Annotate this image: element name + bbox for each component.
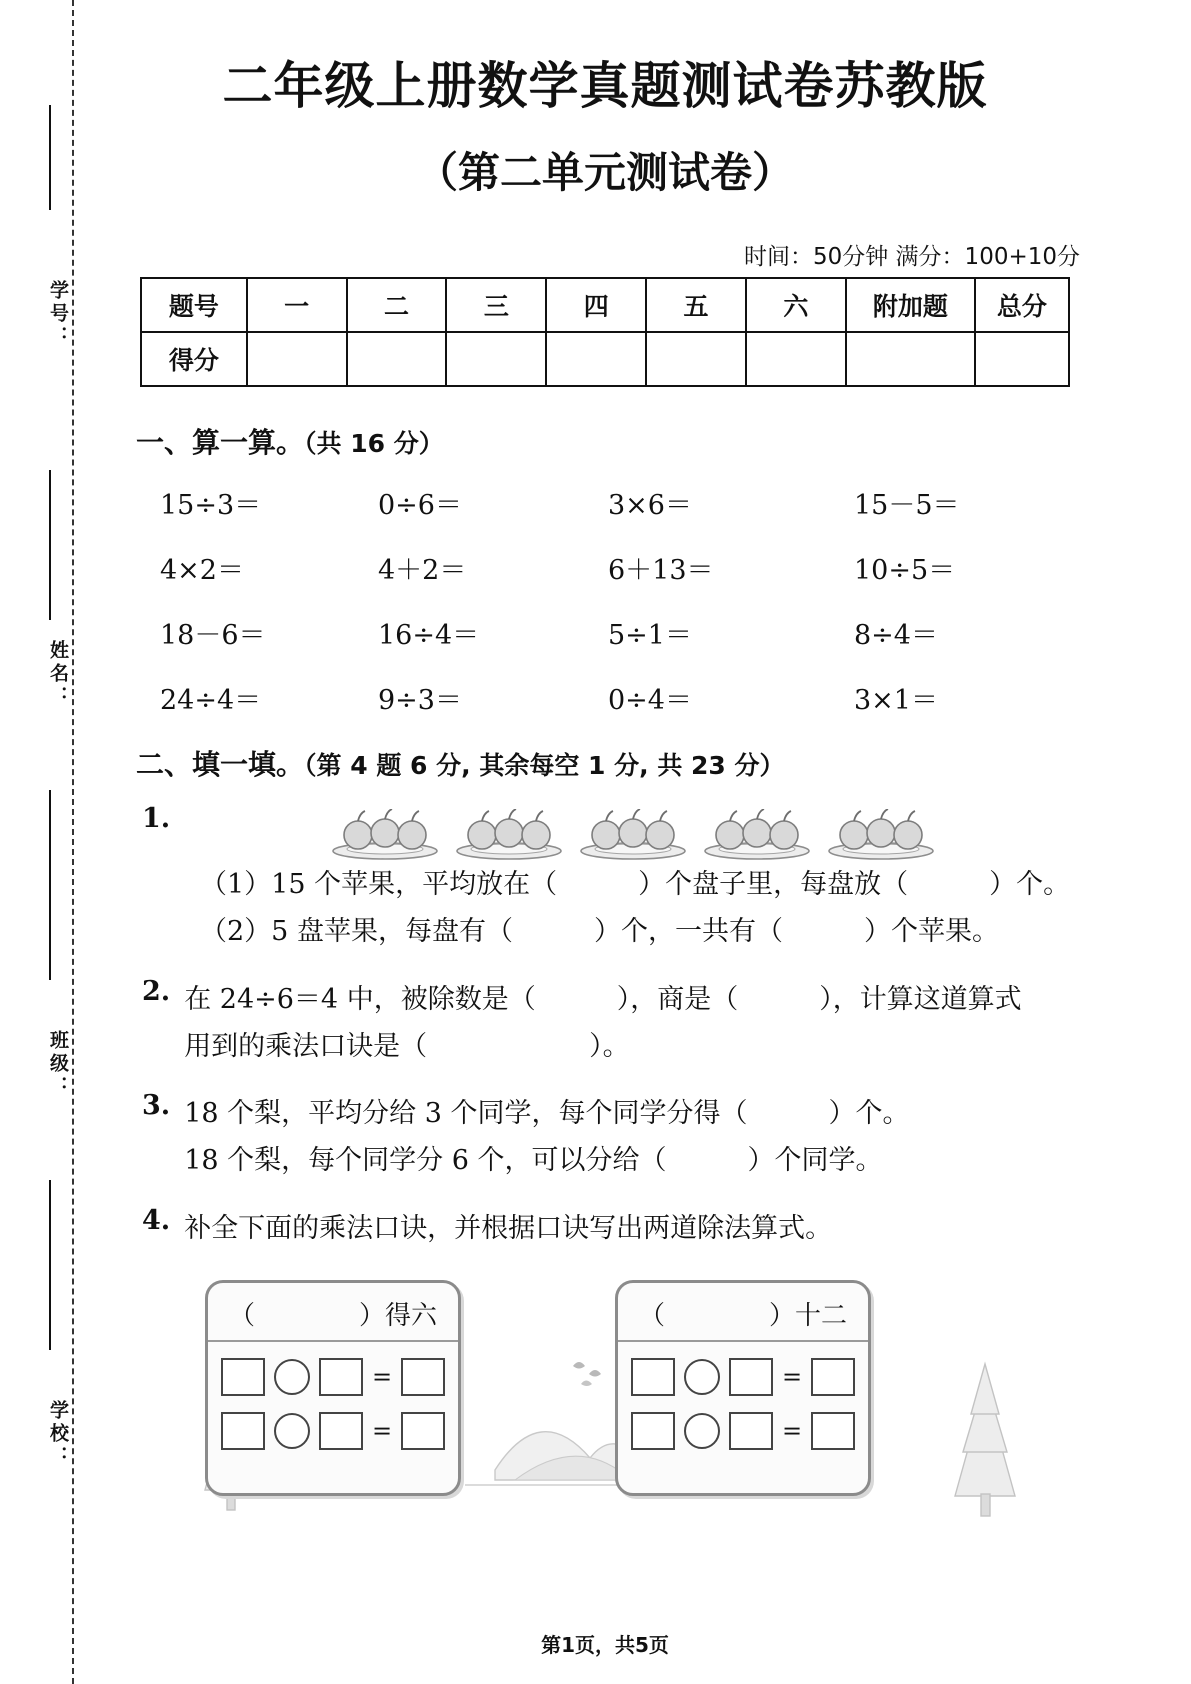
score-cell[interactable] [546, 332, 646, 386]
plate-with-apples-icon [702, 809, 812, 861]
section-1-heading [136, 421, 1110, 461]
answer-box[interactable] [631, 1412, 675, 1450]
section-2-title: 二、填一填。 [136, 748, 305, 781]
operator-circle[interactable] [684, 1359, 720, 1395]
question-4-body [170, 1205, 832, 1252]
question-number: 1. [142, 803, 171, 834]
question-3-line-2[interactable]: 18 个梨，每个同学分 6 个，可以分给（ ）个同学。 [184, 1145, 883, 1177]
calc-item[interactable]: 6＋13＝ [608, 555, 714, 586]
question-2-body [170, 976, 1022, 1071]
plate-with-apples-icon [578, 809, 688, 861]
table-row [160, 678, 1060, 717]
side-label-school: 学校： [47, 1400, 69, 1469]
exam-meta: 时间：50分钟 满分：100+10分 [743, 244, 1080, 270]
answer-box[interactable] [631, 1358, 675, 1396]
score-table-header-bonus: 附加题 [846, 278, 975, 332]
formula-card-left-title: （ ）得六 [208, 1283, 458, 1342]
calc-item[interactable]: 5÷1＝ [608, 620, 692, 651]
answer-box[interactable] [221, 1412, 265, 1450]
section-1-title: 一、算一算。 [136, 426, 305, 459]
equation-row [208, 1358, 458, 1396]
calc-item[interactable]: 3×1＝ [854, 685, 938, 716]
plate-with-apples-icon [330, 809, 440, 861]
table-row [141, 332, 1069, 386]
question-4 [142, 1205, 1110, 1252]
equation-row [208, 1412, 458, 1450]
score-table-header-2: 二 [347, 278, 447, 332]
equals-sign: = [781, 1362, 803, 1391]
answer-box[interactable] [319, 1412, 363, 1450]
question-number: 4. [142, 1204, 171, 1236]
table-row [160, 613, 1060, 652]
score-table-header-6: 六 [746, 278, 846, 332]
side-label-class: 班级： [47, 1030, 69, 1099]
page-title: 二年级上册数学真题测试卷苏教版 [222, 57, 988, 115]
calc-item[interactable]: 10÷5＝ [854, 555, 956, 586]
section-2-heading [136, 743, 1110, 783]
formula-card-left[interactable] [205, 1280, 461, 1496]
answer-box[interactable] [811, 1358, 855, 1396]
question-2 [142, 976, 1110, 1071]
score-cell[interactable] [347, 332, 447, 386]
calc-item[interactable]: 15－5＝ [854, 490, 960, 521]
question-number: 3. [142, 1090, 171, 1121]
formula-card-right[interactable] [615, 1280, 871, 1496]
cut-line [72, 0, 74, 1684]
score-cell[interactable] [646, 332, 746, 386]
plate-with-apples-icon [826, 809, 936, 861]
answer-box[interactable] [401, 1412, 445, 1450]
calc-item[interactable]: 15÷3＝ [160, 490, 262, 521]
calc-item[interactable]: 0÷6＝ [378, 490, 462, 521]
apple-plates-illustration [330, 809, 936, 861]
operator-circle[interactable] [274, 1413, 310, 1449]
exam-page [100, 0, 1110, 1684]
calculation-grid [160, 483, 1060, 717]
question-number: 2. [142, 975, 171, 1007]
score-table-header-5: 五 [646, 278, 746, 332]
score-table [140, 277, 1070, 387]
table-row [160, 483, 1060, 522]
score-cell[interactable] [846, 332, 975, 386]
calc-item[interactable]: 4×2＝ [160, 555, 244, 586]
equation-row [618, 1358, 868, 1396]
question-4-line-1: 补全下面的乘法口诀，并根据口诀写出两道除法算式。 [184, 1212, 833, 1244]
side-label-student-id: 学号： [47, 280, 69, 349]
side-rule [49, 470, 51, 620]
question-2-line-2[interactable]: 用到的乘法口诀是（ ）。 [184, 1030, 630, 1062]
formula-card-right-title: （ ）十二 [618, 1283, 868, 1342]
question-3 [142, 1090, 1110, 1185]
calc-item[interactable]: 0÷4＝ [608, 685, 692, 716]
score-cell[interactable] [247, 332, 347, 386]
side-label-name: 姓名： [47, 640, 69, 709]
page-subtitle: （第二单元测试卷） [415, 148, 794, 197]
question-2-line-1[interactable]: 在 24÷6＝4 中，被除数是（ ），商是（ ），计算这道算式 [184, 983, 1022, 1015]
section-1-note: （共 16 分） [304, 429, 444, 458]
calc-item[interactable]: 8÷4＝ [854, 620, 938, 651]
side-rule [49, 790, 51, 980]
multiplication-formula-cards [165, 1270, 1045, 1520]
score-table-row-label: 得分 [141, 332, 247, 386]
side-info-strip [28, 0, 72, 1684]
calc-item[interactable]: 3×6＝ [608, 490, 692, 521]
calc-item[interactable]: 18－6＝ [160, 620, 266, 651]
question-1-line-1[interactable]: （1）15 个苹果，平均放在（ ）个盘子里，每盘放（ ）个。 [200, 869, 1071, 900]
score-cell[interactable] [746, 332, 846, 386]
equals-sign: = [781, 1416, 803, 1445]
score-table-header-1: 一 [247, 278, 347, 332]
answer-box[interactable] [401, 1358, 445, 1396]
section-2-note: （第 4 题 6 分, 其余每空 1 分, 共 23 分） [304, 751, 785, 780]
answer-box[interactable] [729, 1412, 773, 1450]
calc-item[interactable]: 16÷4＝ [378, 620, 480, 651]
question-1-line-2[interactable]: （2）5 盘苹果，每盘有（ ）个，一共有（ ）个苹果。 [200, 916, 999, 948]
answer-box[interactable] [811, 1412, 855, 1450]
score-table-header-3: 三 [446, 278, 546, 332]
calc-item[interactable]: 4＋2＝ [378, 555, 467, 586]
page-footer: 第1页，共5页 [541, 1633, 669, 1657]
answer-box[interactable] [221, 1358, 265, 1396]
table-row [160, 548, 1060, 587]
equals-sign: = [371, 1362, 393, 1391]
operator-circle[interactable] [274, 1359, 310, 1395]
score-cell[interactable] [446, 332, 546, 386]
question-3-line-1[interactable]: 18 个梨，平均分给 3 个同学，每个同学分得（ ）个。 [184, 1098, 910, 1129]
equals-sign: = [371, 1416, 393, 1445]
score-cell[interactable] [975, 332, 1069, 386]
score-table-header-total: 总分 [975, 278, 1069, 332]
score-table-header-4: 四 [546, 278, 646, 332]
question-1 [142, 803, 1110, 861]
equation-row [618, 1412, 868, 1450]
side-rule [49, 1180, 51, 1350]
answer-box[interactable] [729, 1358, 773, 1396]
calc-item[interactable]: 9÷3＝ [378, 685, 462, 716]
question-3-body [170, 1090, 909, 1185]
plate-with-apples-icon [454, 809, 564, 861]
table-row [141, 278, 1069, 332]
operator-circle[interactable] [684, 1413, 720, 1449]
answer-box[interactable] [319, 1358, 363, 1396]
score-table-row-label: 题号 [141, 278, 247, 332]
calc-item[interactable]: 24÷4＝ [160, 685, 262, 716]
side-rule [49, 105, 51, 210]
